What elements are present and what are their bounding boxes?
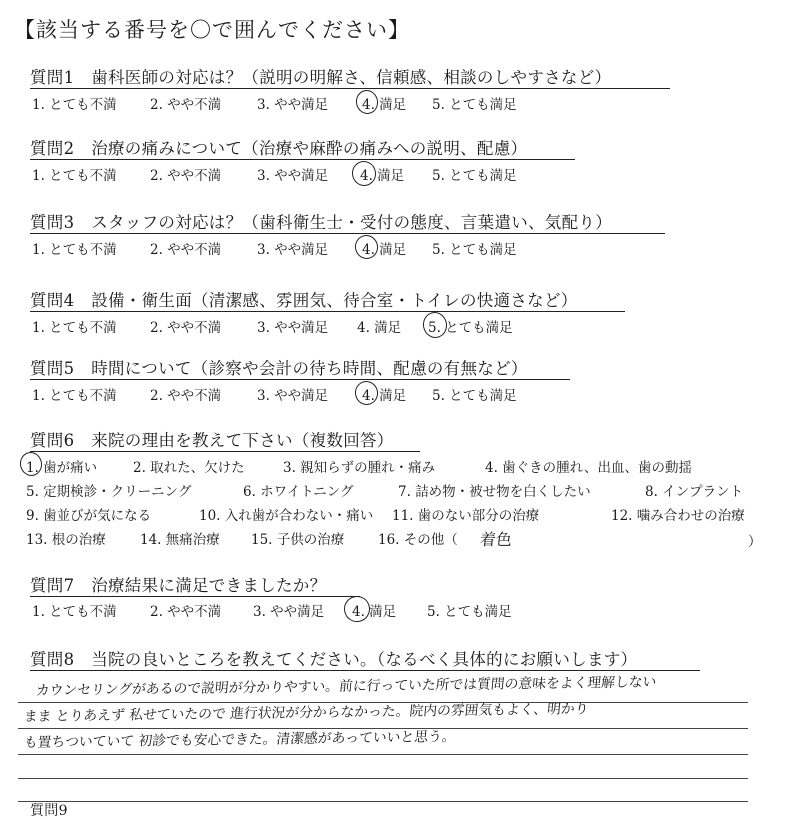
- question-2-heading: 質問2 治療の痛みについて（治療や麻酔の痛みへの説明、配慮）: [30, 139, 528, 158]
- question-1-heading: 質問1 歯科医師の対応は？（説明の明解さ、信頼感、相談のしやすさなど）: [30, 68, 612, 87]
- answer-text-line-3: も置ちついていて 初診でも安心できた。清潔感があっていいと思う。: [23, 728, 457, 752]
- question-3-option-1[interactable]: 1. とても不満: [32, 242, 117, 258]
- other-reason-close-paren: ）: [748, 534, 762, 550]
- question-4-option-2[interactable]: 2. やや不満: [150, 320, 222, 336]
- question-4-heading: 質問4 設備・衛生面（清潔感、雰囲気、待合室・トイレの快適さなど）: [30, 291, 578, 310]
- question-3-option-3[interactable]: 3. やや満足: [257, 242, 329, 258]
- reason-option-15[interactable]: 15. 子供の治療: [251, 532, 345, 548]
- question-2-option-5[interactable]: 5. とても満足: [432, 168, 517, 184]
- question-1-option-5[interactable]: 5. とても満足: [432, 97, 517, 113]
- reason-option-14[interactable]: 14. 無痛治療: [140, 532, 220, 548]
- question-8-heading: 質問8 当院の良いところを教えてください。（なるべく具体的にお願いします）: [30, 650, 638, 669]
- question-5-heading: 質問5 時間について（診察や会計の待ち時間、配慮の有無など）: [30, 359, 528, 378]
- question-5-option-1[interactable]: 1. とても不満: [32, 388, 117, 404]
- question-3-underline: [30, 233, 665, 234]
- answer-text-line-2: まま とりあえず 私せていたので 進行状況が分からなかった。院内の雰囲気もよく、明かり: [23, 701, 590, 726]
- question-2-option-3[interactable]: 3. やや満足: [257, 168, 329, 184]
- question-1-option-3[interactable]: 3. やや満足: [257, 97, 329, 113]
- question-1-option-4[interactable]: 4. 満足: [362, 97, 407, 113]
- other-reason-handwritten: 着色: [478, 530, 513, 549]
- question-1-option-2[interactable]: 2. やや不満: [150, 97, 222, 113]
- question-4-option-4[interactable]: 4. 満足: [357, 320, 402, 336]
- question-5-underline: [30, 379, 570, 380]
- reason-option-10[interactable]: 10. 入れ歯が合わない・痛い: [199, 508, 374, 524]
- question-2-option-2[interactable]: 2. やや不満: [150, 168, 222, 184]
- reason-option-13[interactable]: 13. 根の治療: [26, 532, 106, 548]
- answer-text-line-1: カウンセリングがあるので説明が分かりやすい。前に行っていた所では質問の意味をよく理解しない: [35, 674, 658, 700]
- question-2-option-1[interactable]: 1. とても不満: [32, 168, 117, 184]
- question-6-underline: [30, 451, 420, 452]
- question-5-option-3[interactable]: 3. やや満足: [257, 388, 329, 404]
- reason-option-7[interactable]: 7. 詰め物・被せ物を白くしたい: [398, 484, 591, 500]
- reason-option-2[interactable]: 2. 取れた、欠けた: [133, 460, 245, 476]
- question-2-option-4[interactable]: 4. 満足: [360, 168, 405, 184]
- answer-line-4: [18, 778, 748, 779]
- question-7-option-1[interactable]: 1. とても不満: [32, 604, 117, 620]
- question-3-option-2[interactable]: 2. やや不満: [150, 242, 222, 258]
- question-4-option-1[interactable]: 1. とても不満: [32, 320, 117, 336]
- question-7-heading: 質問7 治療結果に満足できましたか？: [30, 576, 327, 595]
- reason-option-1[interactable]: 1. 歯が痛い: [26, 460, 98, 476]
- question-5-option-4[interactable]: 4. 満足: [362, 388, 407, 404]
- question-7-underline: [30, 596, 360, 597]
- reason-option-4[interactable]: 4. 歯ぐきの腫れ、出血、歯の動揺: [485, 460, 692, 476]
- question-3-heading: 質問3 スタッフの対応は？（歯科衛生士・受付の態度、言葉遣い、気配り）: [30, 213, 612, 232]
- reason-option-12[interactable]: 12. 噛み合わせの治療: [611, 508, 745, 524]
- reason-option-11[interactable]: 11. 歯のない部分の治療: [392, 508, 540, 524]
- question-7-option-4[interactable]: 4. 満足: [352, 604, 397, 620]
- page-title: 【該当する番号を〇で囲んでください】: [14, 18, 410, 42]
- question-7-option-2[interactable]: 2. やや不満: [150, 604, 222, 620]
- question-9-heading-partial: 質問9: [30, 803, 68, 819]
- question-4-option-5[interactable]: 5. とても満足: [428, 320, 513, 336]
- reason-option-5[interactable]: 5. 定期検診・クリーニング: [26, 484, 192, 500]
- question-4-underline: [30, 311, 625, 312]
- question-1-option-1[interactable]: 1. とても不満: [32, 97, 117, 113]
- answer-line-5: [18, 801, 748, 802]
- question-4-option-3[interactable]: 3. やや満足: [257, 320, 329, 336]
- answer-line-3: [18, 754, 748, 755]
- question-3-option-5[interactable]: 5. とても満足: [432, 242, 517, 258]
- question-3-option-4[interactable]: 4. 満足: [362, 242, 407, 258]
- reason-option-6[interactable]: 6. ホワイトニング: [243, 484, 354, 500]
- reason-option-16[interactable]: 16. その他（: [378, 532, 458, 548]
- question-5-option-5[interactable]: 5. とても満足: [432, 388, 517, 404]
- reason-option-8[interactable]: 8. インプラント: [645, 484, 744, 500]
- reason-option-3[interactable]: 3. 親知らずの腫れ・痛み: [283, 460, 436, 476]
- question-5-option-2[interactable]: 2. やや不満: [150, 388, 222, 404]
- question-7-option-5[interactable]: 5. とても満足: [427, 604, 512, 620]
- question-7-option-3[interactable]: 3. やや満足: [253, 604, 325, 620]
- question-6-heading: 質問6 来院の理由を教えて下さい（複数回答）: [30, 431, 394, 450]
- question-2-underline: [30, 159, 575, 160]
- reason-option-9[interactable]: 9. 歯並びが気になる: [26, 508, 152, 524]
- question-1-underline: [30, 88, 670, 89]
